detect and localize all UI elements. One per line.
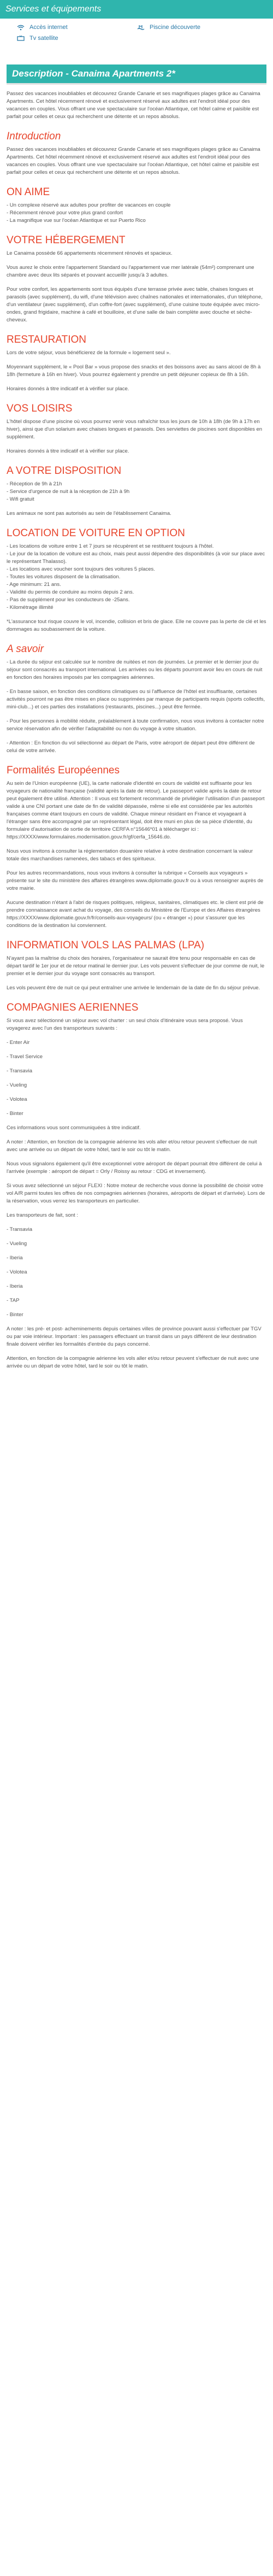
amenity-label: Accès internet <box>29 24 68 31</box>
information-heading: INFORMATION VOLS LAS PALMAS (LPA) <box>7 940 205 951</box>
list-item: - Binter <box>7 1111 23 1117</box>
introduction-heading: Introduction <box>7 131 61 142</box>
compagnies-text: Ces informations vous sont communiquées à titre indicatif. <box>7 1125 141 1131</box>
list-item: - Volotea <box>7 1269 27 1275</box>
location-heading: LOCATION DE VOITURE EN OPTION <box>7 527 185 539</box>
list-item: - Enter Air <box>7 1040 30 1046</box>
list-item: - Iberia <box>7 1255 23 1261</box>
formalites-text: Nous vous invitons à consulter la réglementation douanière relative à votre destination concernant la valeur totale des marchandises ramenées, des tabacs et des spiritueux. <box>7 848 253 862</box>
wifi-icon <box>16 24 25 31</box>
list-item: - Transavia <box>7 1068 32 1074</box>
savoir-text: - Attention : En fonction du vol sélectionné au départ de Paris, votre aéroport de départ peut être différent de celui de votre arrivée. <box>7 740 255 754</box>
list-item: - Travel Service <box>7 1054 43 1060</box>
intro-paragraph: Passez des vacances inoubliables et découvrez Grande Canarie et ses magnifiques plages grâce au Canaima Apartments. Cet hôtel récemment rénové et exclusivement réservé aux adultes est l'endroit idéal pour des vacances en couples. Vous offrant une vue spectaculaire sur l'océan Atlantique, cet hôtel calme et paisible est parfait pour celles et ceux qui recherchent une détente et un repos absolus. <box>7 91 260 120</box>
savoir-text: - La durée du séjour est calculée sur le nombre de nuitées et non de journées. Le premier et le dernier jour du séjour sont consacrés au transport international. Les arrivées ou les départs pourront avoir lieu en cours de nuit en fonction des horaires imposés par les compagnies aériennes. <box>7 659 263 680</box>
disposition-heading: A VOTRE DISPOSITION <box>7 465 122 477</box>
location-list <box>7 543 266 612</box>
hebergement-text: Le Canaima possède 66 appartements récemment rénovés et spacieux. <box>7 250 173 256</box>
information-text: Les vols peuvent être de nuit ce qui peut entraîner une arrivée le lendemain de la date de fin du séjour prévue. <box>7 985 260 991</box>
amenity-item <box>136 24 257 31</box>
amenity-label: Tv satellite <box>29 35 58 42</box>
list-item: - Wifi gratuit <box>7 496 34 502</box>
list-item: - Les locations avec voucher sont toujours des voitures 5 places. <box>7 566 155 572</box>
hebergement-text: Pour votre confort, les appartements sont tous équipés d'une terrasse privée avec table, chaises longues et parasols (avec supplément), du wifi, d'une télévision avec chaînes nationales et internationales, d'un téléphone, d'un ventilateur (avec supplément), d'un coffre-fort (avec supplément), d'une cuisine toute équipée avec micro-ondes, grand frigidaire, machine à café et bouilloire, et d'une salle de bain complète avec douche et sèche-cheveux. <box>7 286 263 323</box>
formalites-heading: Formalités Européennes <box>7 765 120 776</box>
hebergement-text: Vous aurez le choix entre l'appartement Standard ou l'appartement vue mer latérale (54m²) comprenant une chambre avec deux lits séparés et pouvant accueillir jusqu'à 3 adultes. <box>7 265 254 278</box>
compagnies-text: Si vous avez sélectionné un séjour FLEXI : Notre moteur de recherche vous donne la possibilité de choisir votre vol A/R parmi toutes les offres de nos compagnies aériennes (horaires, aéroports de départ et d'arrivée). Lors de la réservation, vous verrez les transporteurs en particulier. <box>7 1183 265 1204</box>
list-item: - Validité du permis de conduire au moins depuis 2 ans. <box>7 589 134 595</box>
list-item: - Récemment rénové pour votre plus grand confort <box>7 210 123 216</box>
list-item: - Réception de 9h à 21h <box>7 481 62 487</box>
introduction-text: Passez des vacances inoubliables et découvrez Grande Canarie et ses magnifiques plages grâce au Canaima Apartments. Cet hôtel récemment rénové et exclusivement réservé aux adultes est l'endroit idéal pour des vacances en couples. Vous offrant une vue spectaculaire sur l'océan Atlantique, cet hôtel calme et paisible est parfait pour celles et ceux qui recherchent une détente et un repos absolus. <box>7 146 260 175</box>
loisirs-text: L'hôtel dispose d'une piscine où vous pourrez venir vous rafraîchir tous les jours de 10h à 18h (de 9h à 17h en hiver), ainsi que d'un solarium avec chaises longues et parasols. Des serviettes de piscines sont disponibles en supplément. <box>7 419 263 440</box>
restauration-text: Horaires donnés à titre indicatif et à vérifier sur place. <box>7 386 129 392</box>
restauration-text: Lors de votre séjour, vous bénéficierez de la formule « logement seul ». <box>7 350 171 356</box>
loisirs-heading: VOS LOISIRS <box>7 403 73 414</box>
compagnies-text: A noter : les pré- et post- acheminements depuis certaines villes de province pouvant aussi s'effectuer par TGV ou par voie intérieur. Important : les passagers effectuant un transit dans un pays différent de leur destination finale doivent vérifier les formalités d'entrée du pays concerné. <box>7 1326 262 1347</box>
compagnies-heading: COMPAGNIES AERIENNES <box>7 1002 139 1013</box>
list-item: - Binter <box>7 1312 23 1318</box>
list-item: - Transavia <box>7 1227 32 1233</box>
location-note: *L'assurance tout risque couvre le vol, incendie, collision et bris de glace. Elle ne couvre pas la perte de clé et les dommages au soubassement de la voiture. <box>7 619 266 632</box>
compagnies-text: Nous vous signalons également qu'il être exceptionnel votre aéroport de départ pourrait être différent de celui à l'arrivée (exemple : aéroport de départ = Orly / Roissy au retour : CDG et inversement). <box>7 1161 262 1175</box>
list-item: - Iberia <box>7 1283 23 1289</box>
list-item: - Toutes les voitures disposent de la climatisation. <box>7 574 121 580</box>
pool-icon <box>136 24 145 31</box>
list-item: - Un complexe réservé aux adultes pour profiter de vacances en couple <box>7 202 171 208</box>
list-item: - TAP <box>7 1298 20 1304</box>
on-aime-list <box>7 202 266 225</box>
amenity-item <box>16 24 136 31</box>
list-item: - Service d'urgence de nuit à la réception de 21h à 9h <box>7 489 130 495</box>
list-item: - Le jour de la location de voiture est au choix, mais peut aussi dépendre des disponibilités (à voir sur place avec le représentant Thalasso). <box>7 551 265 565</box>
list-item: - La magnifique vue sur l'océan Atlantique et sur Puerto Rico <box>7 218 146 224</box>
on-aime-heading: ON AIME <box>7 186 50 198</box>
list-item: - Pas de supplément pour les conducteurs de -25ans. <box>7 597 130 603</box>
amenity-label: Piscine découverte <box>150 24 200 31</box>
information-text: N'ayant pas la maîtrise du choix des horaires, l'organisateur ne saurait être tenu pour responsable en cas de départ tardif le 1er jour et de retour matinal le dernier jour. Les vols peuvent s'effectuer de jour comme de nuit, le premier et le dernier jour du voyage sont consacrés au transport. <box>7 955 265 977</box>
compagnies-text: Les transporteurs de fait, sont : <box>7 1212 78 1218</box>
list-item: - Kilométrage illimité <box>7 605 54 611</box>
list-item: - Vueling <box>7 1082 27 1088</box>
services-header: Services et équipements <box>0 0 273 19</box>
list-item: - Vueling <box>7 1241 27 1247</box>
disposition-note: Les animaux ne sont pas autorisés au sein de l'établissement Canaima. <box>7 510 171 517</box>
tv-icon <box>16 35 25 42</box>
list-item: - Les locations de voiture entre 1 et 7 jours se récupèrent et se restituent toujours à l'hôtel. <box>7 543 214 549</box>
amenity-item <box>16 35 136 42</box>
formalites-text: Aucune destination n'étant à l'abri de risques politiques, religieux, sanitaires, climatiques etc. le client est prié de prendre connaissance avant achat du voyage, des conseils du Ministère de l'Europe et des Affaires étrangères https://XXXX/www.diplomatie.gouv.fr/fr/conseils-aux-voyageurs/ (ou « étranger ») pour s'assurer que les conditions de la destination lui conviennent. <box>7 900 264 929</box>
savoir-heading: A savoir <box>7 643 44 655</box>
hebergement-heading: VOTRE HÉBERGEMENT <box>7 234 126 246</box>
savoir-text: - En basse saison, en fonction des conditions climatiques ou si l'affluence de l'hôtel est insuffisante, certaines activités pourront ne pas être mises en place ou supprimées par manque de participants requis (sports collectifs, mini-club...) et ces parties des installations (restaurants, piscines...) peut être fermée. <box>7 689 265 710</box>
list-item: - Age minimum: 21 ans. <box>7 582 61 588</box>
formalites-text: Au sein de l'Union européenne (UE), la carte nationale d'identité en cours de validité est suffisante pour les voyageurs de nationalité française (validité après la date de retour). Le passeport valide après la date de retour peut également être utilisé. Attention : Il vous est fortement recommandé de privilégier l'utilisation d'un passeport valide à une CNI portant une date de fin de validité dépassée, même si elle est considérée par les autorités françaises comme étant toujours en cours de validité. Chaque mineur résidant en France et voyageant à l'étranger sans être accompagné par un représentant légal, doit être muni en plus de sa pièce d'identité, du formulaire d'autorisation de sortie de territoire CERFA n°15646*01 à télécharger ici : https://XXXX/www.formulaires.modernisation.gouv.fr/gf/cerfa_15646.do. <box>7 781 265 840</box>
restauration-text: Moyennant supplément, le « Pool Bar » vous propose des snacks et des boissons avec au sans alcool de 8h à 18h (fermeture à 16h en hiver). Vous pourrez également y prendre un petit déjeuner copieux de 8h à 16h. <box>7 364 261 378</box>
compagnies-text: Attention, en fonction de la compagnie aérienne les vols aller et/ou retour peuvent s'effectuer de nuit avec une arrivée ou un départ de votre hôtel, tard le soir ou tôt le matin. <box>7 1356 259 1369</box>
amenities-list <box>0 19 273 52</box>
carriers-list <box>7 1039 266 1118</box>
formalites-text: Pour les autres recommandations, nous vous invitons à consulter la rubrique « Conseils aux voyageurs » présente sur le site du ministère des affaires étrangères www.diplomatie.gouv.fr ou à vous renseigner auprès de votre mairie. <box>7 870 264 891</box>
restauration-heading: RESTAURATION <box>7 334 87 345</box>
compagnies-text: A noter : Attention, en fonction de la compagnie aérienne les vols aller et/ou retour peuvent s'effectuer de nuit avec une arrivée ou un départ de votre hôtel, tard le soir ou tôt le matin. <box>7 1139 257 1153</box>
disposition-list <box>7 480 266 503</box>
loisirs-text: Horaires donnés à titre indicatif et à vérifier sur place. <box>7 448 129 454</box>
compagnies-text: Si vous avez sélectionné un séjour avec vol charter : un seul choix d'itinéraire vous sera proposé. Vous voyagerez avec l'un des transporteurs suivants : <box>7 1018 243 1031</box>
carriers-list <box>7 1226 266 1319</box>
description-title: Description - Canaima Apartments 2* <box>7 64 266 85</box>
list-item: - Volotea <box>7 1096 27 1102</box>
savoir-text: - Pour les personnes à mobilité réduite, préalablement à toute confirmation, nous vous invitons à contacter notre service réservation afin de vérifier l'adaptabilité ou non du voyage à votre situation. <box>7 718 264 732</box>
description-content <box>0 85 273 1370</box>
